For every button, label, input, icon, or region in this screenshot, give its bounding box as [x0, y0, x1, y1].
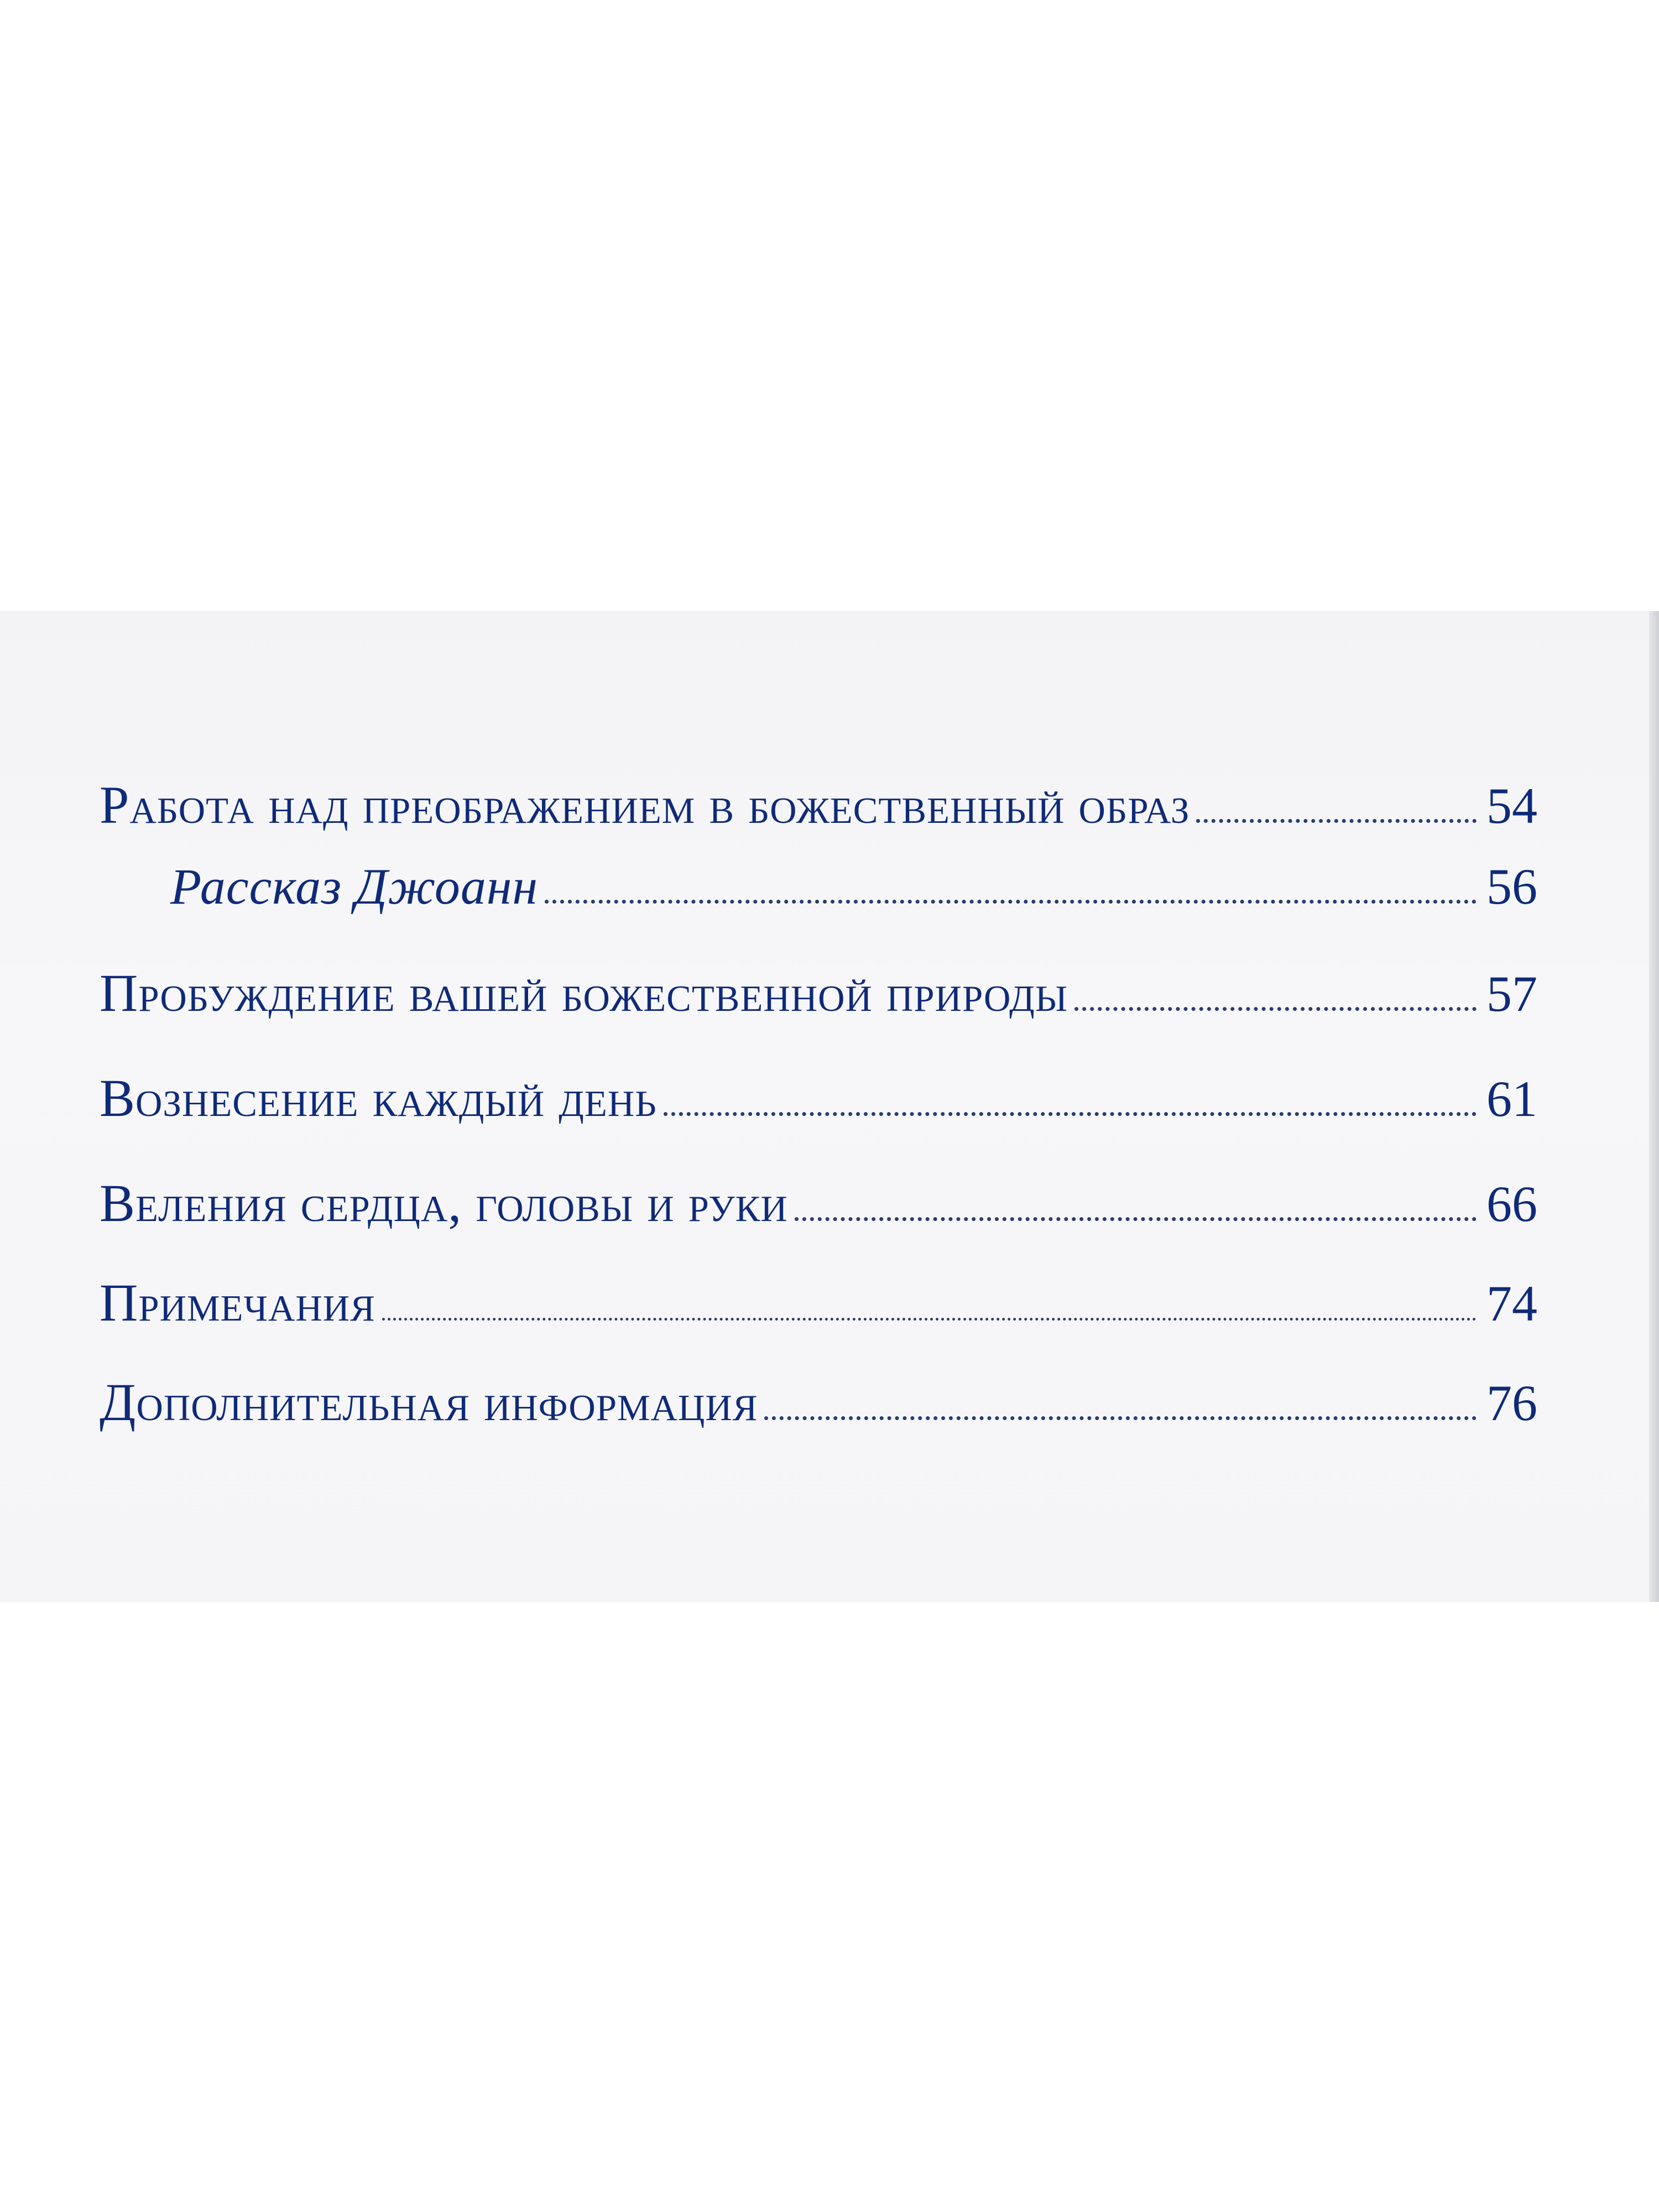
toc-entry[interactable]: [100, 1371, 1537, 1433]
toc-leader: [545, 900, 1477, 904]
toc-entry-page: 54: [1486, 778, 1537, 834]
toc-entry-page: 74: [1486, 1275, 1537, 1332]
page-edge: [1649, 611, 1659, 1602]
toc-entry-sub[interactable]: [100, 857, 1537, 916]
toc-entry-title: Примечания: [100, 1273, 375, 1332]
toc-entry-title: Веления сердца, головы и руки: [100, 1173, 788, 1233]
toc-entry[interactable]: [100, 1172, 1537, 1234]
toc-entry[interactable]: [100, 774, 1537, 836]
toc-entry-title: Рассказ Джоанн: [170, 858, 539, 915]
toc-entry-page: 76: [1486, 1375, 1537, 1431]
toc-entry-page: 57: [1486, 966, 1537, 1022]
toc-entry-page: 66: [1486, 1176, 1537, 1232]
toc-entry-title: Работа над преображением в божественный образ: [100, 775, 1190, 834]
toc-leader: [664, 1112, 1477, 1116]
toc-leader: [795, 1217, 1477, 1221]
toc-leader: [764, 1416, 1477, 1420]
toc-entry-page: 56: [1486, 858, 1537, 915]
toc-leader: [382, 1318, 1477, 1321]
toc-entry-title: Вознесение каждый день: [100, 1068, 657, 1128]
toc-entry-title: Дополнительная информация: [100, 1373, 758, 1432]
toc-entry[interactable]: [100, 962, 1537, 1024]
toc-entry-title: Пробуждение вашей божественной природы: [100, 963, 1068, 1022]
toc-leader: [1074, 1007, 1477, 1011]
toc-entry-page: 61: [1486, 1071, 1537, 1127]
toc-leader: [1196, 819, 1477, 823]
toc-entry[interactable]: [100, 1067, 1537, 1129]
toc-entry[interactable]: [100, 1272, 1537, 1333]
